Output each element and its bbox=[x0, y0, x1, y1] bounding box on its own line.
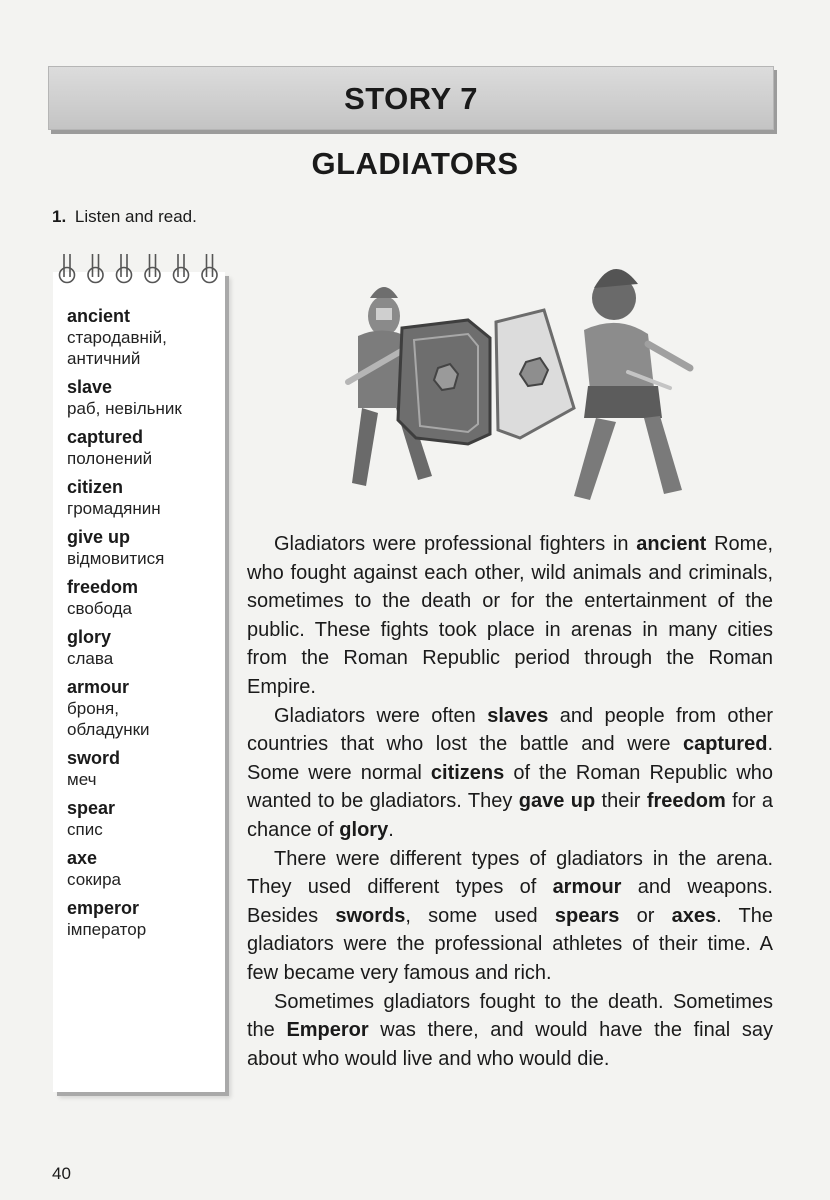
right-gladiator-image bbox=[496, 269, 690, 500]
page-number: 40 bbox=[52, 1164, 71, 1183]
vocabulary-item bbox=[67, 577, 219, 619]
vocabulary-translation: броня, bbox=[67, 699, 119, 718]
story-text-run: . Some were normal bbox=[247, 733, 773, 784]
story-label: STORY 7 bbox=[344, 81, 478, 116]
vocabulary-list bbox=[67, 306, 219, 948]
left-gladiator-image bbox=[348, 287, 490, 486]
vocabulary-translation: полонений bbox=[67, 449, 153, 468]
story-text-run: Gladiators were professional fighters in bbox=[274, 533, 637, 555]
story-paragraph bbox=[247, 530, 773, 702]
highlighted-word: citizens bbox=[430, 761, 505, 784]
story-paragraph bbox=[247, 845, 773, 988]
vocabulary-item bbox=[67, 898, 219, 940]
highlighted-word: slaves bbox=[487, 704, 549, 727]
story-text-run: . bbox=[388, 818, 394, 841]
story-text-run: , some used bbox=[405, 904, 555, 927]
vocabulary-word: armour bbox=[67, 677, 130, 697]
story-text-run: for a chance of bbox=[247, 790, 774, 841]
vocabulary-item bbox=[67, 677, 219, 740]
vocabulary-translation: обладунки bbox=[67, 720, 150, 739]
vocabulary-card bbox=[53, 272, 225, 1092]
vocabulary-word: sword bbox=[67, 748, 121, 768]
vocabulary-translation: свобода bbox=[67, 599, 132, 618]
binding-ring-icon bbox=[145, 268, 160, 283]
vocabulary-word: ancient bbox=[67, 306, 131, 326]
story-text-run: and weapons. Besides bbox=[247, 876, 773, 927]
vocabulary-word: freedom bbox=[67, 577, 139, 597]
binding-ring-icon bbox=[60, 268, 75, 283]
story-text-run: Sometimes gladiators fought to the death. Sometimes the bbox=[247, 990, 773, 1042]
story-text-run: There were different types of gladiators in the arena. They used different types of bbox=[247, 847, 773, 899]
vocabulary-word: emperor bbox=[67, 898, 140, 918]
vocabulary-word: give up bbox=[67, 527, 131, 547]
highlighted-word: Emperor bbox=[286, 1019, 369, 1042]
vocabulary-translation: імператор bbox=[67, 920, 147, 939]
vocabulary-item bbox=[67, 477, 219, 519]
spiral-binding-icon bbox=[56, 250, 221, 286]
binding-ring-icon bbox=[88, 268, 103, 283]
vocabulary-word: glory bbox=[67, 627, 112, 647]
vocabulary-word: captured bbox=[67, 427, 144, 447]
binding-ring-icon bbox=[174, 268, 189, 283]
vocabulary-word: slave bbox=[67, 377, 113, 397]
binding-ring-icon bbox=[202, 268, 217, 283]
story-text-run: of the Roman Republic who wanted to be gladiators. They bbox=[247, 761, 774, 813]
highlighted-word: armour bbox=[552, 876, 622, 899]
vocabulary-translation: меч bbox=[67, 770, 97, 789]
story-text-run: their bbox=[595, 790, 647, 813]
highlighted-word: swords bbox=[335, 904, 406, 927]
story-text-run: Rome, who fought against each other, wild animals and criminals, sometimes to the death or for the entertainment of the public. These fights took place in arenas in many cities from the Roman Republic period through the Roman Empire. bbox=[247, 533, 773, 698]
story-text-run: . The gladiators were the professional athletes of their time. A few became very famous and rich. bbox=[247, 904, 773, 984]
highlighted-word: gave up bbox=[518, 790, 596, 813]
vocabulary-translation: спис bbox=[67, 820, 103, 839]
story-text-run: was there, and would have the final say about who would live and who would die. bbox=[247, 1019, 774, 1070]
vocabulary-word: spear bbox=[67, 798, 116, 818]
story-text bbox=[247, 530, 773, 1073]
story-text-run: or bbox=[619, 904, 672, 927]
page-title: GLADIATORS bbox=[311, 146, 519, 181]
story-paragraph bbox=[247, 702, 773, 845]
story-text-run: and people from other countries that who lost the battle and were bbox=[247, 704, 773, 756]
exercise-instruction bbox=[52, 207, 197, 227]
vocabulary-translation: громадянин bbox=[67, 499, 161, 518]
vocabulary-item bbox=[67, 427, 219, 469]
gladiators-illustration bbox=[318, 258, 698, 520]
highlighted-word: captured bbox=[682, 733, 768, 756]
story-paragraph bbox=[247, 988, 773, 1074]
vocabulary-translation: сокира bbox=[67, 870, 121, 889]
highlighted-word: spears bbox=[554, 904, 620, 927]
exercise-number: 1. bbox=[52, 207, 67, 226]
vocabulary-item bbox=[67, 306, 219, 369]
vocabulary-translation: слава bbox=[67, 649, 114, 668]
vocabulary-item bbox=[67, 748, 219, 790]
vocabulary-word: axe bbox=[67, 848, 98, 868]
highlighted-word: ancient bbox=[636, 533, 707, 555]
vocabulary-translation: стародавній, bbox=[67, 328, 167, 347]
vocabulary-item bbox=[67, 527, 219, 569]
binding-ring-icon bbox=[117, 268, 132, 283]
vocabulary-item bbox=[67, 627, 219, 669]
vocabulary-item bbox=[67, 848, 219, 890]
vocabulary-item bbox=[67, 798, 219, 840]
highlighted-word: axes bbox=[671, 904, 717, 927]
highlighted-word: glory bbox=[339, 818, 389, 841]
vocabulary-translation: античний bbox=[67, 349, 141, 368]
vocabulary-translation: відмовитися bbox=[67, 549, 165, 568]
vocabulary-word: citizen bbox=[67, 477, 124, 497]
exercise-text: Listen and read. bbox=[74, 207, 197, 226]
vocabulary-translation: раб, невільник bbox=[67, 399, 182, 418]
vocabulary-item bbox=[67, 377, 219, 419]
story-banner bbox=[48, 66, 774, 130]
highlighted-word: freedom bbox=[646, 790, 726, 813]
story-text-run: Gladiators were often bbox=[274, 704, 488, 727]
